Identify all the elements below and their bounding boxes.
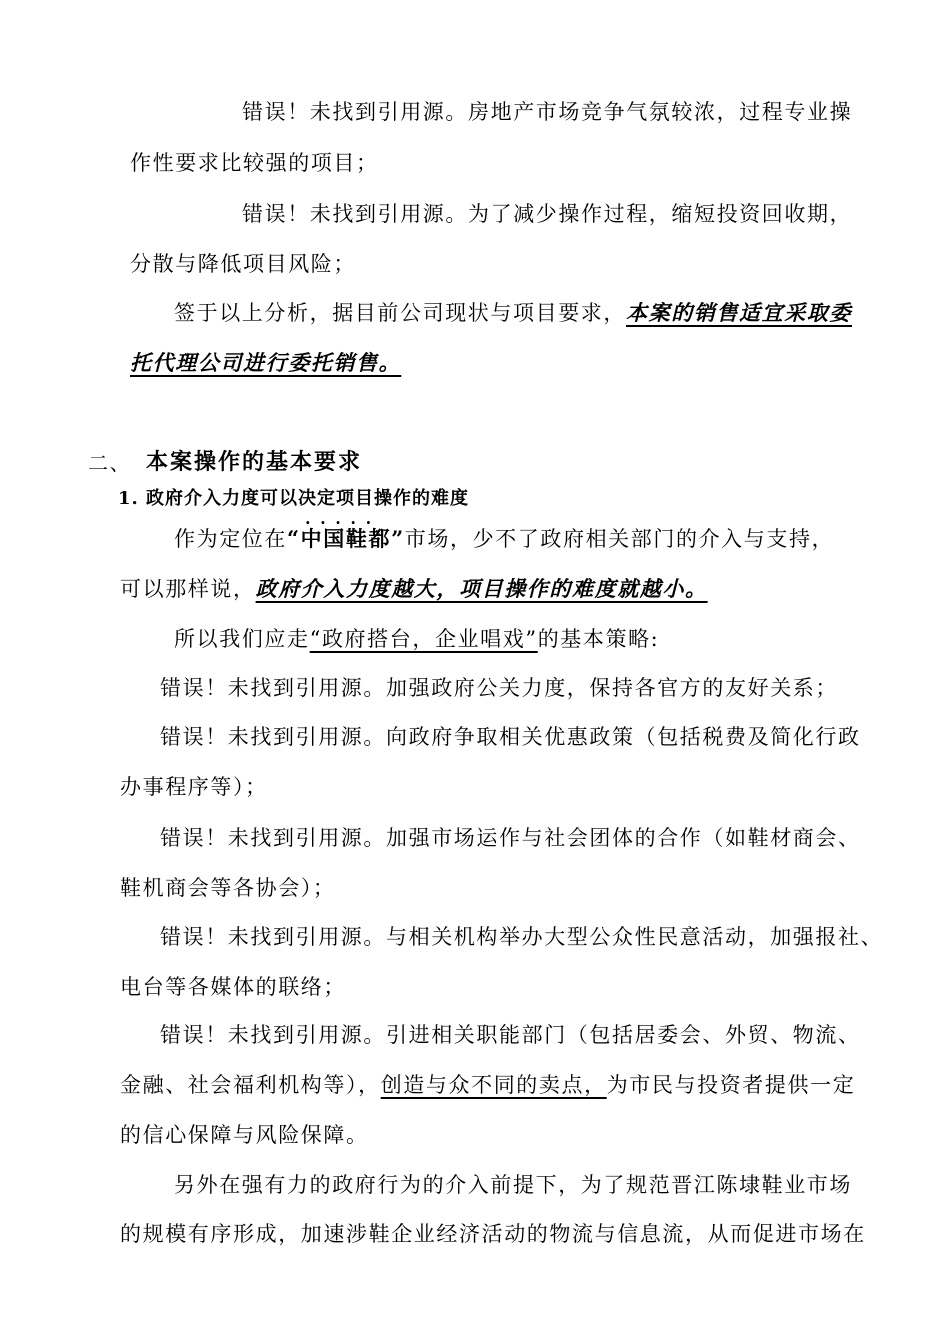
bullet-2-line-1: 错误！未找到引用源。向政府争取相关优惠政策（包括税费及简化行政 [160, 725, 861, 749]
bullet-3-line-1: 错误！未找到引用源。加强市场运作与社会团体的合作（如鞋材商会、 [160, 826, 861, 850]
bullet-5-underlined: 创造与众不同的卖点， [380, 1073, 607, 1097]
paragraph-7-line-1: 另外在强有力的政府行为的介入前提下，为了规范晋江陈埭鞋业市场 [174, 1173, 852, 1197]
paragraph-6-text-b: 的基本策略: [537, 627, 660, 651]
bullet-3-line-2: 鞋机商会等各协会）； [120, 876, 336, 900]
bullet-5-line-3: 的信心保障与风险保障。 [120, 1123, 369, 1147]
bullet-4-line-2: 电台等各媒体的联络； [120, 975, 346, 999]
bullet-1: 错误！未找到引用源。加强政府公关力度，保持各官方的友好关系； [160, 676, 838, 700]
paragraph-5-text-c: 可以那样说， [120, 577, 256, 601]
paragraph-3-emphasis-2: 托代理公司进行委托销售。 [130, 350, 402, 375]
paragraph-7-line-2: 的规模有序形成，加速涉鞋企业经济活动的物流与信息流，从而促进市场在 [120, 1222, 866, 1246]
paragraph-6-line [174, 624, 659, 654]
paragraph-3-text: 签于以上分析，据目前公司现状与项目要求， [174, 301, 626, 325]
paragraph-1-line-2: 作性要求比较强的项目； [130, 151, 379, 175]
paragraph-3-line-1 [174, 298, 852, 328]
paragraph-5-emphasis: 政府介入力度越大，项目操作的难度就越小。 [255, 576, 708, 601]
paragraph-5-text-b: 市场，少不了政府相关部门的介入与支持， [404, 527, 835, 551]
paragraph-1-line-1: 错误！未找到引用源。房地产市场竞争气氛较浓，过程专业操 [242, 100, 853, 124]
bullet-5-text-b: 为市民与投资者提供一定 [606, 1073, 856, 1097]
paragraph-3-emphasis-1: 本案的销售适宜采取委 [626, 300, 852, 325]
bullet-4-line-1: 错误！未找到引用源。与相关机构举办大型公众性民意活动，加强报社、 [160, 925, 884, 949]
bullet-5-text-a: 金融、社会福利机构等）， [120, 1073, 381, 1097]
paragraph-5-text-a: 作为定位在 [174, 527, 287, 551]
strategy-quote: “政府搭台，企业唱戏” [309, 627, 538, 651]
china-shoe-capital-quote: · · “中国鞋都” [287, 524, 405, 554]
paragraph-2-line-2: 分散与降低项目风险； [130, 252, 356, 276]
bullet-5-line-2 [120, 1070, 855, 1100]
paragraph-5-line-2 [120, 574, 708, 604]
paragraph-2-line-1: 错误！未找到引用源。为了减少操作过程，缩短投资回收期， [242, 202, 853, 226]
paragraph-5-line-1 [174, 524, 834, 554]
subsection-heading: 1. 政府介入力度可以决定项目操作的难度 [118, 488, 470, 509]
section-heading: 本案操作的基本要求 [146, 449, 363, 475]
paragraph-6-text-a: 所以我们应走 [174, 627, 310, 651]
section-number: 二、 [88, 451, 132, 475]
bullet-5-line-1: 错误！未找到引用源。引进相关职能部门（包括居委会、外贸、物流、 [160, 1023, 861, 1047]
bullet-2-line-2: 办事程序等）； [120, 775, 268, 799]
